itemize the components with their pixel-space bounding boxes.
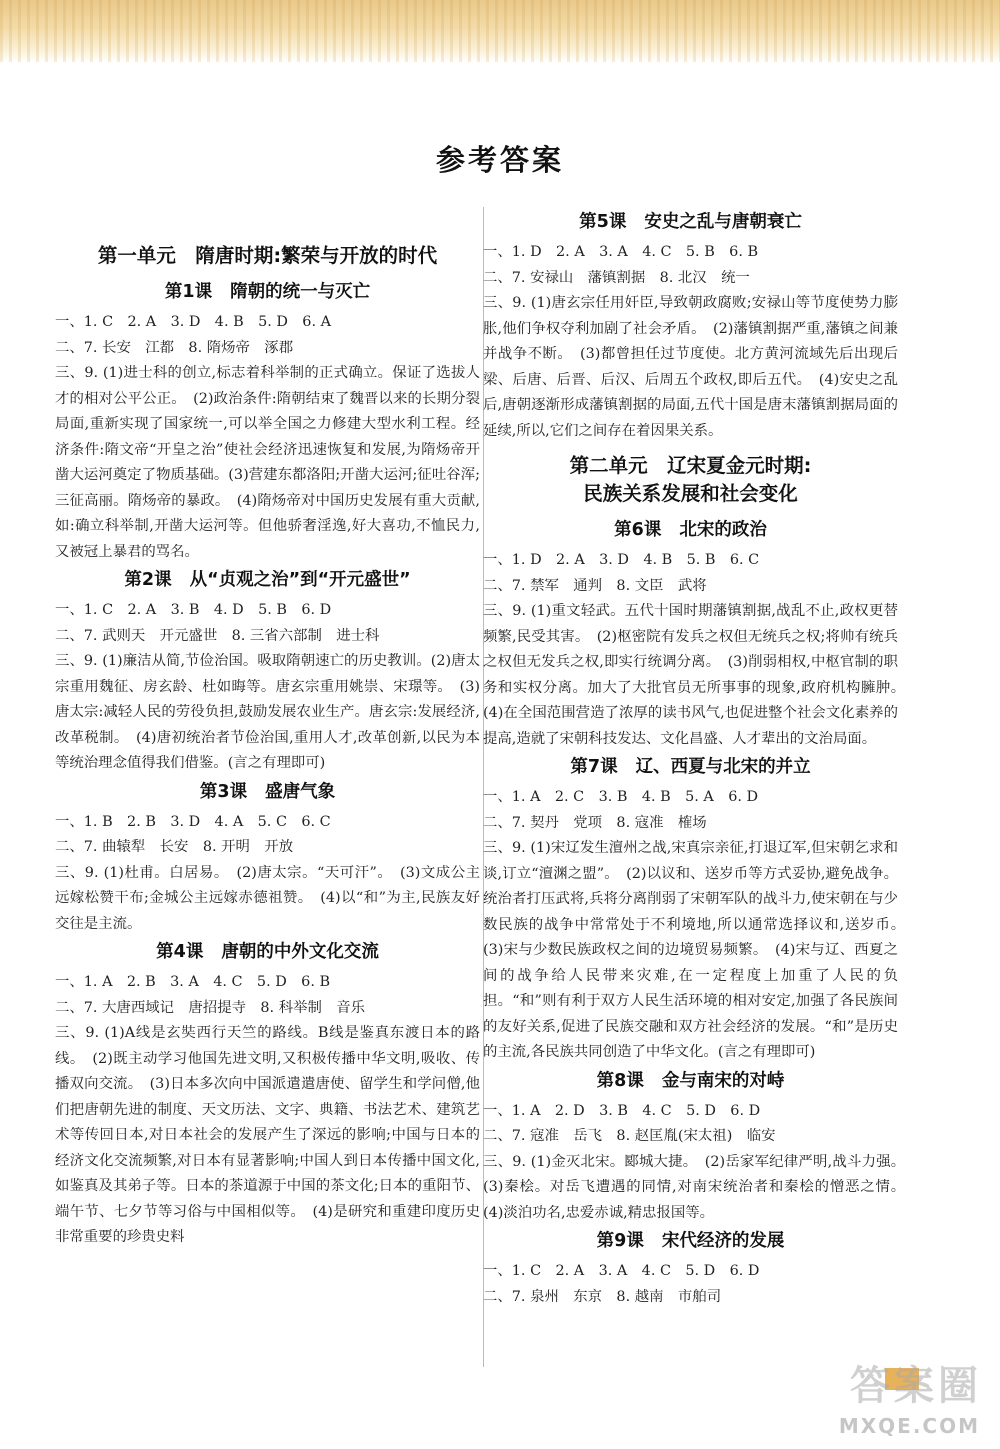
unit-2-title (483, 452, 898, 508)
lesson-9-title (483, 1229, 898, 1254)
answer-line: 一、1. A 2. D 3. B 4. C 5. D 6. D (483, 1102, 761, 1119)
answer-line: 一、1. C 2. A 3. D 4. B 5. D 6. A (55, 314, 332, 330)
answer-line: 一、1. D 2. A 3. D 4. B 5. B 6. C (483, 552, 760, 568)
lesson-6-title (483, 518, 898, 543)
right-column (483, 207, 913, 1310)
answer-line: 一、1. C 2. A 3. B 4. D 5. B 6. D (55, 602, 332, 618)
lesson-number: 第7课 (570, 757, 618, 777)
answer-paragraph: 三、9. (1)唐玄宗任用奸臣,导致朝政腐败;安禄山等节度使势力膨胀,他们争权夺利加剧了社会矛盾。 (2)藩镇割据严重,藩镇之间兼并战争不断。 (3)都曾担任过节度使。北方黄河流域先后出现后梁、后唐、后晋、后汉、后周五个政权,即后五代。 (4)安史之乱后,唐朝逐渐形成藩镇割据的局面,五代十国是唐末藩镇割据局面的延续,所以,它们之间存在着因果关系。 (483, 295, 898, 439)
lesson-number: 第1课 (164, 282, 213, 302)
lesson-4-title (55, 940, 480, 965)
lesson-number: 第5课 (579, 212, 627, 232)
answer-line: 一、1. A 2. C 3. B 4. B 5. A 6. D (483, 789, 759, 805)
lesson-number: 第9课 (596, 1231, 644, 1251)
lesson-8-title (483, 1069, 898, 1094)
unit-2-title-line-2: 民族关系发展和社会变化 (583, 482, 798, 505)
answer-paragraph: 三、9. (1)杜甫。白居易。 (2)唐太宗。“天可汗”。 (3)文成公主远嫁松赞干布;金城公主远嫁赤德祖赞。 (4)以“和”为主,民族友好交往是主流。 (55, 864, 480, 932)
top-decorative-band (0, 0, 1000, 62)
answer-line: 二、7. 武则天 开元盛世 8. 三省六部制 进士科 (55, 627, 380, 644)
answer-line: 二、7. 曲辕犁 长安 8. 开明 开放 (55, 839, 294, 855)
lesson-name: 从“贞观之治”到“开元盛世” (189, 570, 411, 590)
answer-paragraph: 三、9. (1)A线是玄奘西行天竺的路线。B线是鉴真东渡日本的路线。 (2)既主动学习他国先进文明,又积极传播中华文明,吸收、传播双向交流。 (3)日本多次向中国派遣遣唐使、留学生和学问僧,他们把唐朝先进的制度、天文历法、文字、典籍、书法艺术、建筑艺术等传回日本,对日本社会的发展产生了深远的影响;中国与日本的经济文化交流频繁,对日本有显著影响;中国人到日本传播中国文化,如鉴真及其弟子等。日本的茶道源于中国的茶文化;日本的重阳节、端午节、七夕节等习俗与中国相似等。 (4)是研究和重建印度历史非常重要的珍贵史料 (55, 1025, 480, 1245)
unit-1-title: 第一单元 隋唐时期:繁荣与开放的时代 (97, 244, 438, 267)
lesson-number: 第3课 (199, 781, 248, 802)
page-title: 参考答案 (435, 143, 564, 177)
answer-line: 一、1. A 2. B 3. A 4. C 5. D 6. B (55, 974, 331, 990)
answer-line: 一、1. D 2. A 3. A 4. C 5. B 6. B (483, 244, 759, 260)
answer-paragraph: 三、9. (1)宋辽发生澶州之战,宋真宗亲征,打退辽军,但宋朝乞求和谈,订立“澶渊之盟”。 (2)以议和、送岁币等方式妥协,避免战争。统治者打压武将,兵将分离削弱了宋朝军队的战斗力,使宋朝在与少数民族的战争中常常处于不利境地,所以通常选择议和,送岁币。 (3)宋与少数民族政权之间的边境贸易频繁。 (4)宋与辽、西夏之间的战争给人民带来灾难,在一定程度上加重了人民的负担。“和”则有利于双方人民生活环境的相对安定,加强了各民族间的友好关系,促进了民族交融和双方社会经济的发展。“和”是历史的主流,各民族共同创造了中华文化。(言之有理即可) (483, 840, 913, 1060)
lesson-name: 宋代经济的发展 (661, 1231, 785, 1251)
lesson-7-title (483, 755, 898, 780)
lesson-number: 第2课 (124, 570, 172, 590)
unit-2-title-line-1: 第二单元 辽宋夏金元时期: (569, 454, 812, 477)
lesson-name: 盛唐气象 (265, 781, 336, 802)
lesson-number: 第4课 (156, 942, 204, 962)
lesson-name: 隋朝的统一与灭亡 (230, 282, 371, 302)
lesson-number: 第6课 (614, 520, 662, 540)
lesson-3-title (55, 780, 480, 805)
lesson-5-title (483, 210, 898, 235)
answer-line: 二、7. 安禄山 藩镇割据 8. 北汉 统一 (483, 269, 750, 286)
lesson-2-title (55, 568, 480, 593)
answer-line: 二、7. 大唐西域记 唐招提寺 8. 科举制 音乐 (55, 999, 366, 1016)
lesson-1-title (55, 280, 480, 305)
watermark-logo-text: 答案圈 (850, 1363, 982, 1409)
answer-line: 一、1. C 2. A 3. A 4. C 5. D 6. D (483, 1263, 760, 1279)
watermark-url: MXQE.COM (838, 1414, 980, 1438)
left-column (55, 240, 480, 1251)
answer-line: 二、7. 寇准 岳飞 8. 赵匡胤(宋太祖) 临安 (483, 1128, 776, 1144)
lesson-name: 辽、西夏与北宋的并立 (635, 757, 811, 777)
answer-paragraph: 三、9. (1)廉洁从简,节俭治国。吸取隋朝速亡的历史教训。(2)唐太宗重用魏征、房玄龄、杜如晦等。唐玄宗重用姚崇、宋璟等。 (3)唐太宗:减轻人民的劳役负担,鼓励发展农业生产。唐玄宗:发展经济,改革税制。 (4)唐初统治者节俭治国,重用人才,改革创新,以民为本等统治理念值得我们借鉴。(言之有理即可) (55, 653, 480, 771)
lesson-name: 金与南宋的对峙 (661, 1070, 785, 1091)
answer-paragraph: 三、9. (1)重文轻武。五代十国时期藩镇割据,战乱不止,政权更替频繁,民受其害。 (2)枢密院有发兵之权但无统兵之权;将帅有统兵之权但无发兵之权,即实行统调分离。 (3)削弱相权,中枢官制的职务和实权分离。加大了大批官员无所事事的现象,政府机构臃肿。 (4)在全国范围营造了浓厚的读书风气,也促进整个社会文化素养的提高,造就了宋朝科技发达、文化昌盛、人才辈出的文治局面。 (483, 603, 913, 747)
site-watermark (792, 1359, 992, 1441)
answer-line: 一、1. B 2. B 3. D 4. A 5. C 6. C (55, 813, 331, 830)
lesson-name: 唐朝的中外文化交流 (221, 942, 379, 962)
answer-line: 二、7. 契丹 党项 8. 寇准 榷场 (483, 814, 707, 831)
lesson-name: 安史之乱与唐朝衰亡 (644, 212, 802, 232)
lesson-name: 北宋的政治 (679, 520, 767, 540)
answer-line: 二、7. 泉州 东京 8. 越南 市舶司 (483, 1288, 722, 1305)
answer-paragraph: 三、9. (1)进士科的创立,标志着科举制的正式确立。保证了选拔人才的相对公平公正。 (2)政治条件:隋朝结束了魏晋以来的长期分裂局面,重新实现了国家统一,可以举全国之力修建大型水利工程。经济条件:隋文帝“开皇之治”使社会经济迅速恢复和发展,为隋炀帝开凿大运河奠定了物质基础。(3)营建东都洛阳;开凿大运河;征吐谷浑;三征高丽。隋炀帝的暴政。 (4)隋炀帝对中国历史发展有重大贡献,如:确立科举制,开凿大运河等。但他骄奢淫逸,好大喜功,不恤民力,又被冠上暴君的骂名。 (55, 365, 480, 560)
answer-paragraph: 三、9. (1)金灭北宋。郾城大捷。 (2)岳家军纪律严明,战斗力强。 (3)秦桧。对岳飞遭遇的同情,对南宋统治者和秦桧的憎恶之情。 (4)淡泊功名,忠爱赤诚,精忠报国等。 (483, 1153, 913, 1221)
lesson-number: 第8课 (596, 1070, 644, 1091)
answer-line: 二、7. 长安 江都 8. 隋炀帝 涿郡 (55, 339, 294, 356)
answer-line: 二、7. 禁军 通判 8. 文臣 武将 (483, 577, 707, 594)
